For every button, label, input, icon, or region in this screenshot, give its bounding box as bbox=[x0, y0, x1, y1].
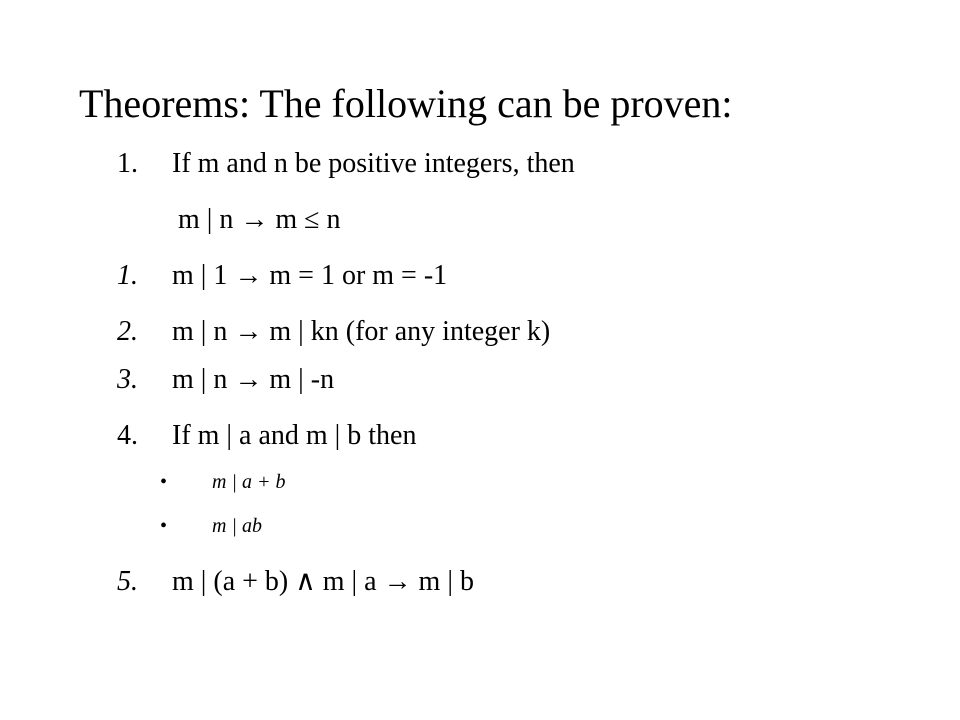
bullet-icon: • bbox=[160, 515, 168, 537]
bullet-icon: • bbox=[160, 471, 168, 493]
theorem-math-line: m | n → m ≤ n bbox=[178, 204, 341, 235]
sub-item-text: m | ab bbox=[212, 515, 262, 537]
item-number: 1. bbox=[117, 260, 138, 291]
item-number: 5. bbox=[117, 566, 138, 597]
item-text: m | (a + b) ∧ m | a → m | b bbox=[172, 566, 474, 597]
item-text: If m and n be positive integers, then bbox=[172, 148, 575, 179]
item-number: 2. bbox=[117, 316, 138, 347]
item-text: m | 1 → m = 1 or m = -1 bbox=[172, 260, 448, 291]
slide-title: Theorems: The following can be proven: bbox=[79, 81, 733, 126]
item-text: m | n → m | kn (for any integer k) bbox=[172, 316, 551, 347]
item-number: 1. bbox=[117, 148, 138, 179]
item-text: If m | a and m | b then bbox=[172, 420, 417, 451]
sub-item-text: m | a + b bbox=[212, 471, 286, 493]
item-number: 4. bbox=[117, 420, 138, 451]
item-number: 3. bbox=[117, 364, 138, 395]
item-text: m | n → m | -n bbox=[172, 364, 335, 395]
